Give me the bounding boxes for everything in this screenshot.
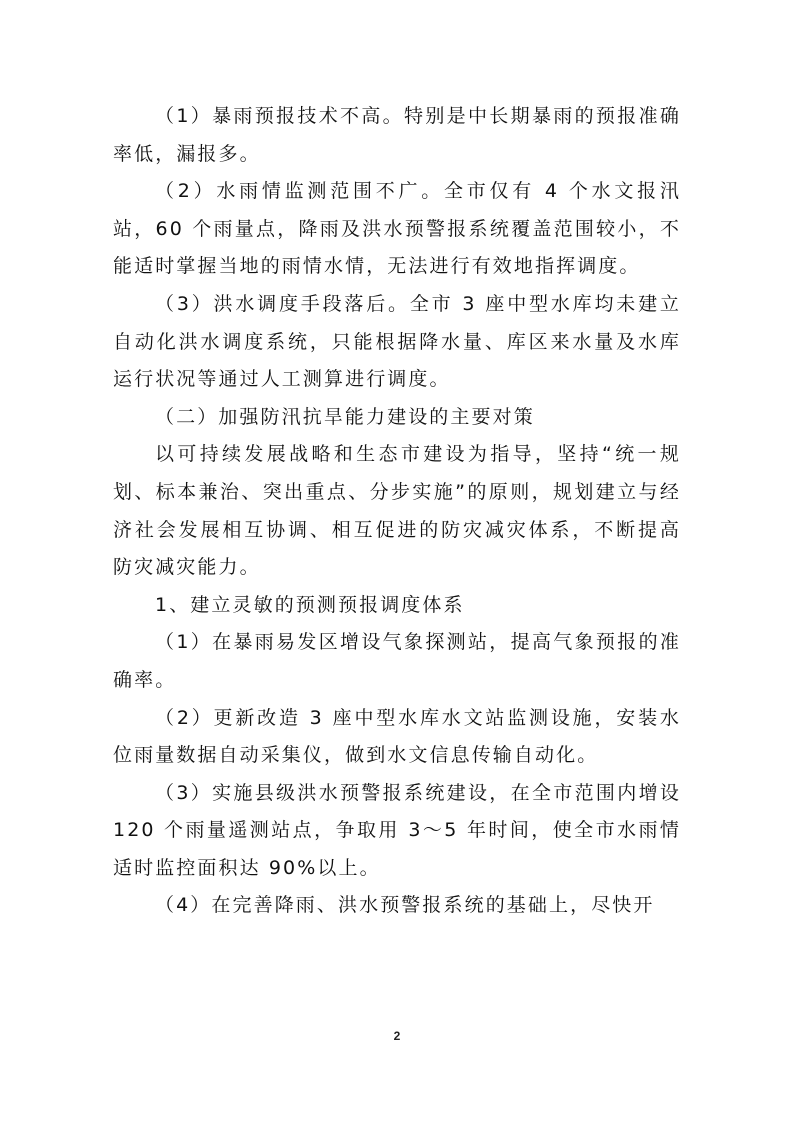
- paragraph-guiding-principle: 以可持续发展战略和生态市建设为指导，坚持“统一规划、标本兼治、突出重点、分步实施”的原则，规划建立与经济社会发展相互协调、相互促进的防灾减灾体系，不断提高防灾减灾能力。: [113, 443, 681, 579]
- list-item-warning-improvement: （4）在完善降雨、洪水预警报系统的基础上，尽快开: [155, 894, 655, 917]
- list-item-county-warning-system: （3）实施县级洪水预警报系统建设，在全市范围内增设 120 个雨量遥测站点，争取用 3～5 年时间，使全市水雨情适时监控面积达 90%以上。: [113, 781, 681, 879]
- list-item-weather-stations: （1）在暴雨易发区增设气象探测站，提高气象预报的准确率。: [113, 631, 681, 691]
- body-text: [113, 98, 681, 925]
- paragraph-flood-dispatch: （3）洪水调度手段落后。全市 3 座中型水库均未建立自动化洪水调度系统，只能根据降水量、库区来水量及水库运行状况等通过人工测算进行调度。: [113, 292, 681, 391]
- paragraph-monitoring-range: （2）水雨情监测范围不广。全市仅有 4 个水文报汛站，60 个雨量点，降雨及洪水预警报系统覆盖范围较小，不能适时掌握当地的雨情水情，无法进行有效地指挥调度。: [113, 180, 681, 278]
- section-heading-countermeasures: （二）加强防汛抗旱能力建设的主要对策: [155, 405, 535, 428]
- paragraph-forecast-tech: （1）暴雨预报技术不高。特别是中长期暴雨的预报准确率低，漏报多。: [113, 105, 681, 165]
- subsection-heading-forecast-system: 1、建立灵敏的预测预报调度体系: [155, 593, 465, 616]
- list-item-hydrology-upgrade: （2）更新改造 3 座中型水库水文站监测设施，安装水位雨量数据自动采集仪，做到水文信息传输自动化。: [113, 706, 681, 767]
- page-number: 2: [393, 1029, 401, 1043]
